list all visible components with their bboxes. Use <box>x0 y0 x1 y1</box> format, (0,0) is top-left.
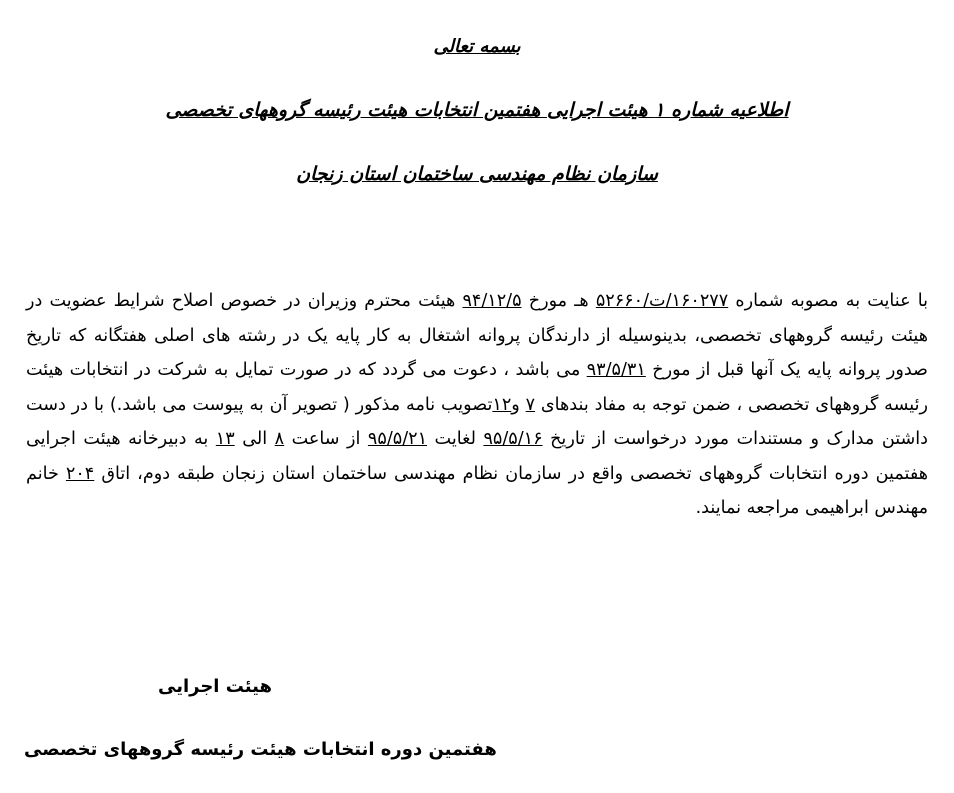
announcement-title: اطلاعیه شماره ۱ هیئت اجرایی هفتمین انتخابات هیئت رئیسه گروههای تخصصی <box>165 99 789 121</box>
body-text-segment: هیئت محترم وزیران در خصوص اصلاح شرایط عضویت در هیئت رئیسه گروههای تخصصی، بدینوسیله از دارندگان پروانه اشتغال به کار پایه یک در رشته های اصلی هفتگانه که تاریخ صدور پروانه پایه یک آنها قبل از مورخ <box>26 291 929 380</box>
body-text-segment: خانم مهندس ابراهیمی مراجعه نمایند. <box>26 463 928 518</box>
signature-election-period: هفتمین دوره انتخابات هیئت رئیسه گروههای تخصصی <box>24 739 497 760</box>
organization-name: سازمان نظام مهندسی ساختمان استان زنجان <box>296 163 658 185</box>
registration-end-date: ۹۵/۵/۲۱ <box>367 429 428 449</box>
room-number: ۲۰۴ <box>65 463 95 484</box>
clause-number-b: ۱۲ <box>492 394 512 415</box>
resolution-number: ۱۶۰۲۷۷/ت/۵۲۶۶۰ <box>595 291 729 311</box>
body-text-segment: می باشد ، دعوت می گردد که در صورت تمایل به شرکت در انتخابات هیئت رئیسه گروههای تخصصی ، ضمن توجه به مفاد بندهای <box>26 360 929 415</box>
office-hour-to: ۱۳ <box>215 429 235 449</box>
basmala-heading: بسمه تعالی <box>433 36 521 57</box>
clause-number-a: ۷ <box>525 394 536 415</box>
body-text-segment: تصویب نامه مذکور ( تصویر آن به پیوست می باشد.) با در دست داشتن مدارک و مستندات مورد درخواست از تاریخ <box>26 394 928 449</box>
body-text-segment: از ساعت <box>284 429 368 449</box>
announcement-body <box>26 284 928 526</box>
body-text-segment: با عنایت به مصوبه شماره <box>728 291 928 311</box>
signature-committee: هیئت اجرایی <box>158 676 272 697</box>
resolution-date: ۹۴/۱۲/۵ <box>462 291 522 311</box>
body-text-segment: به دبیرخانه هیئت اجرایی هفتمین دوره انتخابات گروههای تخصصی واقع در سازمان نظام مهندسی ساختمان استان زنجان طبقه دوم، اتاق <box>26 429 928 484</box>
body-text-segment: هـ مورخ <box>521 291 596 311</box>
body-text-segment: و <box>511 394 526 415</box>
registration-start-date: ۹۵/۵/۱۶ <box>483 429 543 449</box>
body-text-segment: الی <box>234 429 275 449</box>
office-hour-from: ۸ <box>274 429 285 449</box>
license-cutoff-date: ۹۳/۵/۳۱ <box>586 360 646 380</box>
body-text-segment: لغایت <box>427 429 484 449</box>
